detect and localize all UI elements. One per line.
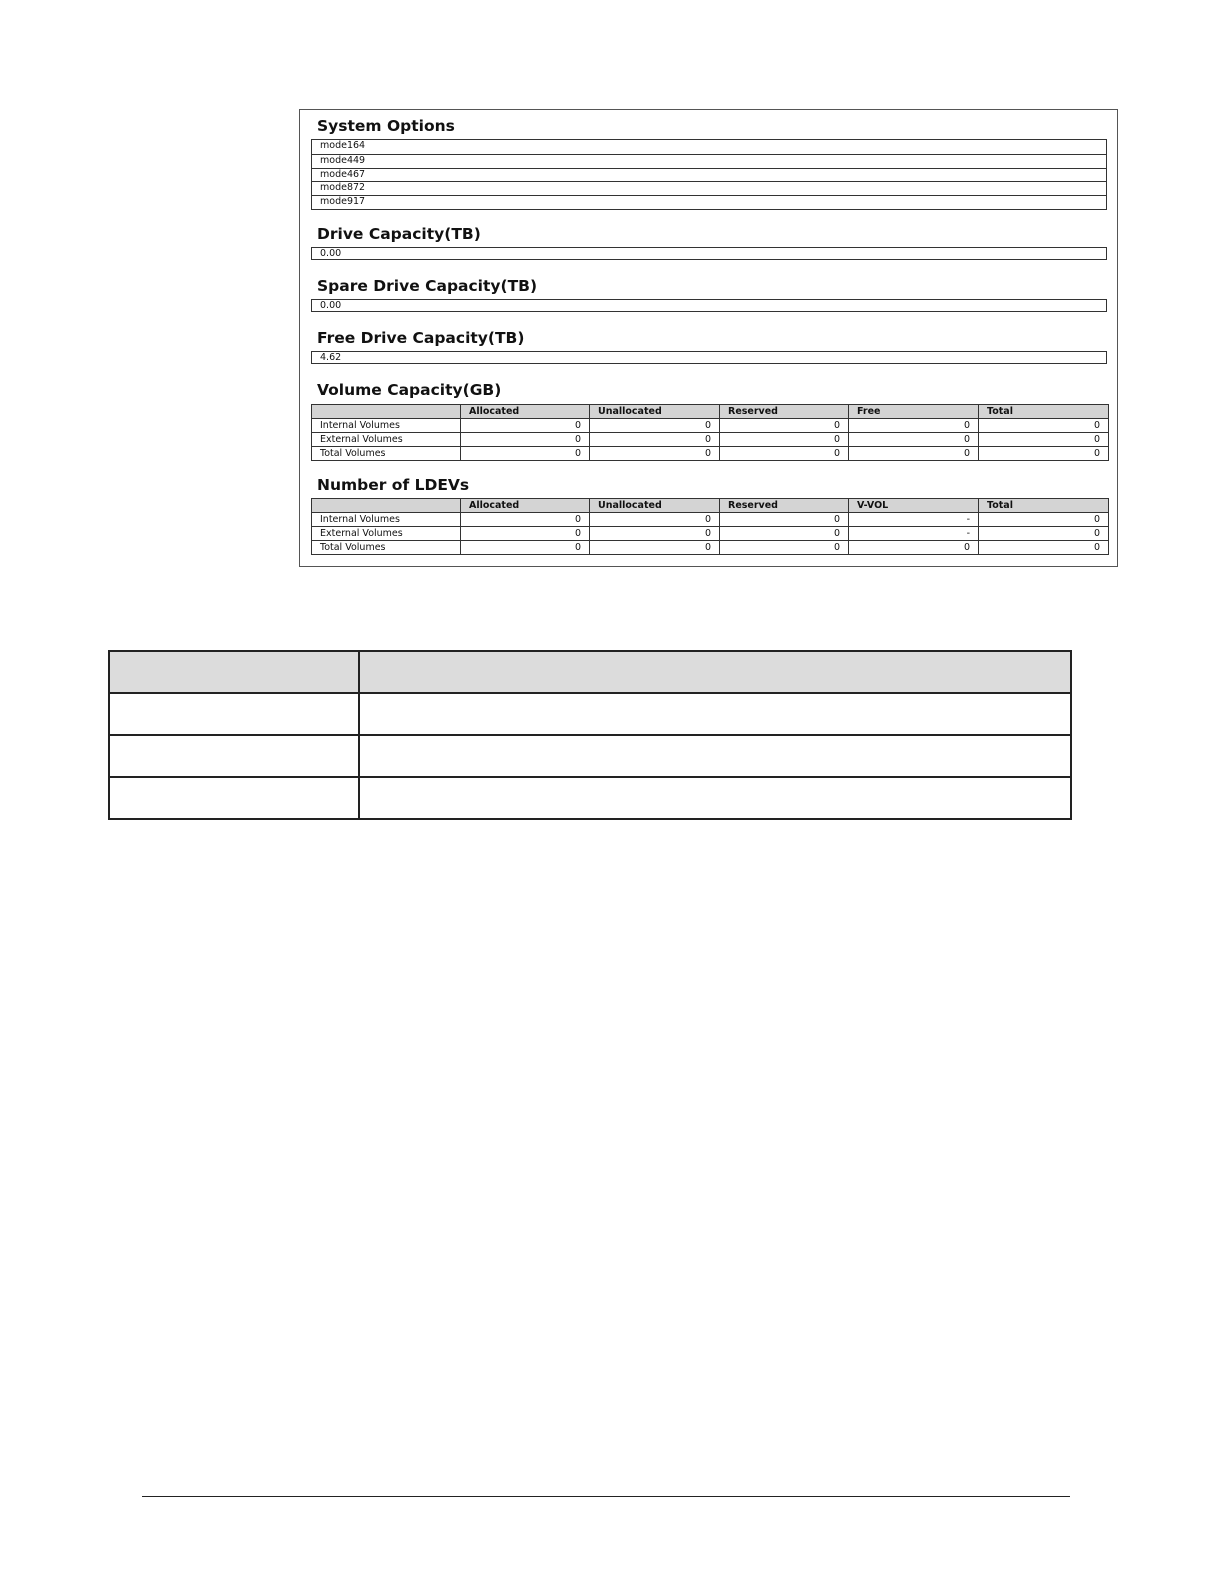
volume-capacity-title: Volume Capacity(GB): [317, 381, 502, 399]
table-header-row: [109, 651, 1071, 693]
column-header: Unallocated: [590, 405, 720, 419]
system-option-item: mode449: [312, 154, 1106, 168]
column-header: [312, 405, 461, 419]
table-cell: 0: [979, 419, 1109, 433]
table-cell: 0: [979, 527, 1109, 541]
free-drive-capacity-title: Free Drive Capacity(TB): [317, 329, 525, 347]
column-header: Free: [849, 405, 979, 419]
table-row: [312, 433, 1109, 447]
table-cell: 0: [720, 433, 849, 447]
table-cell: -: [849, 513, 979, 527]
system-option-item: mode164: [320, 140, 366, 151]
table-cell: 0: [849, 541, 979, 555]
table-cell: 0: [590, 527, 720, 541]
column-header: Reserved: [720, 499, 849, 513]
table-cell: [359, 693, 1071, 735]
table-cell: 0: [720, 447, 849, 461]
spare-drive-capacity-title: Spare Drive Capacity(TB): [317, 277, 538, 295]
footer-divider: [142, 1496, 1070, 1497]
table-cell: 0: [979, 447, 1109, 461]
system-option-item: mode467: [312, 168, 1106, 182]
table-cell: 0: [461, 447, 590, 461]
column-header: Unallocated: [590, 499, 720, 513]
description-table: [108, 650, 1072, 820]
row-label: Internal Volumes: [312, 513, 461, 527]
table-row: [109, 735, 1071, 777]
column-header: V-VOL: [849, 499, 979, 513]
table-cell: 0: [849, 447, 979, 461]
row-label: External Volumes: [312, 433, 461, 447]
table-row: [312, 447, 1109, 461]
number-of-ldevs-title: Number of LDEVs: [317, 476, 470, 494]
table-cell: -: [849, 527, 979, 541]
table-cell: 0: [590, 419, 720, 433]
table-cell: [109, 735, 359, 777]
table-cell: [109, 777, 359, 819]
table-cell: 0: [849, 433, 979, 447]
system-option-item: mode872: [312, 181, 1106, 195]
column-header: Total: [979, 405, 1109, 419]
drive-capacity-title: Drive Capacity(TB): [317, 225, 481, 243]
column-header: Allocated: [461, 405, 590, 419]
table-cell: 0: [720, 541, 849, 555]
row-label: External Volumes: [312, 527, 461, 541]
table-cell: 0: [979, 513, 1109, 527]
column-header: [109, 651, 359, 693]
table-cell: 0: [720, 527, 849, 541]
table-cell: [359, 735, 1071, 777]
table-cell: [109, 693, 359, 735]
table-cell: 0: [590, 447, 720, 461]
table-cell: 0: [979, 541, 1109, 555]
table-row: [312, 527, 1109, 541]
table-cell: 0: [461, 419, 590, 433]
column-header: Reserved: [720, 405, 849, 419]
table-cell: 0: [720, 419, 849, 433]
system-report-panel: [299, 109, 1118, 567]
table-cell: [359, 777, 1071, 819]
drive-capacity-value: 0.00: [311, 247, 1107, 260]
table-header-row: [312, 405, 1109, 419]
table-cell: 0: [590, 433, 720, 447]
table-row: [109, 777, 1071, 819]
number-of-ldevs-table: [311, 498, 1109, 555]
spare-drive-capacity-value: 0.00: [311, 299, 1107, 312]
table-cell: 0: [590, 513, 720, 527]
table-cell: 0: [720, 513, 849, 527]
table-cell: 0: [461, 513, 590, 527]
table-cell: 0: [849, 419, 979, 433]
system-options-list: [311, 139, 1107, 210]
free-drive-capacity-value: 4.62: [311, 351, 1107, 364]
system-option-item: mode917: [312, 195, 1106, 209]
table-row: [109, 693, 1071, 735]
table-row: [312, 419, 1109, 433]
table-cell: 0: [979, 433, 1109, 447]
row-label: Internal Volumes: [312, 419, 461, 433]
row-label: Total Volumes: [312, 447, 461, 461]
column-header: [359, 651, 1071, 693]
table-cell: 0: [461, 527, 590, 541]
table-header-row: [312, 499, 1109, 513]
column-header: Total: [979, 499, 1109, 513]
column-header: Allocated: [461, 499, 590, 513]
volume-capacity-table: [311, 404, 1109, 461]
table-row: [312, 541, 1109, 555]
system-options-title: System Options: [317, 117, 455, 135]
table-row: [312, 513, 1109, 527]
table-cell: 0: [461, 541, 590, 555]
table-cell: 0: [461, 433, 590, 447]
column-header: [312, 499, 461, 513]
row-label: Total Volumes: [312, 541, 461, 555]
table-cell: 0: [590, 541, 720, 555]
